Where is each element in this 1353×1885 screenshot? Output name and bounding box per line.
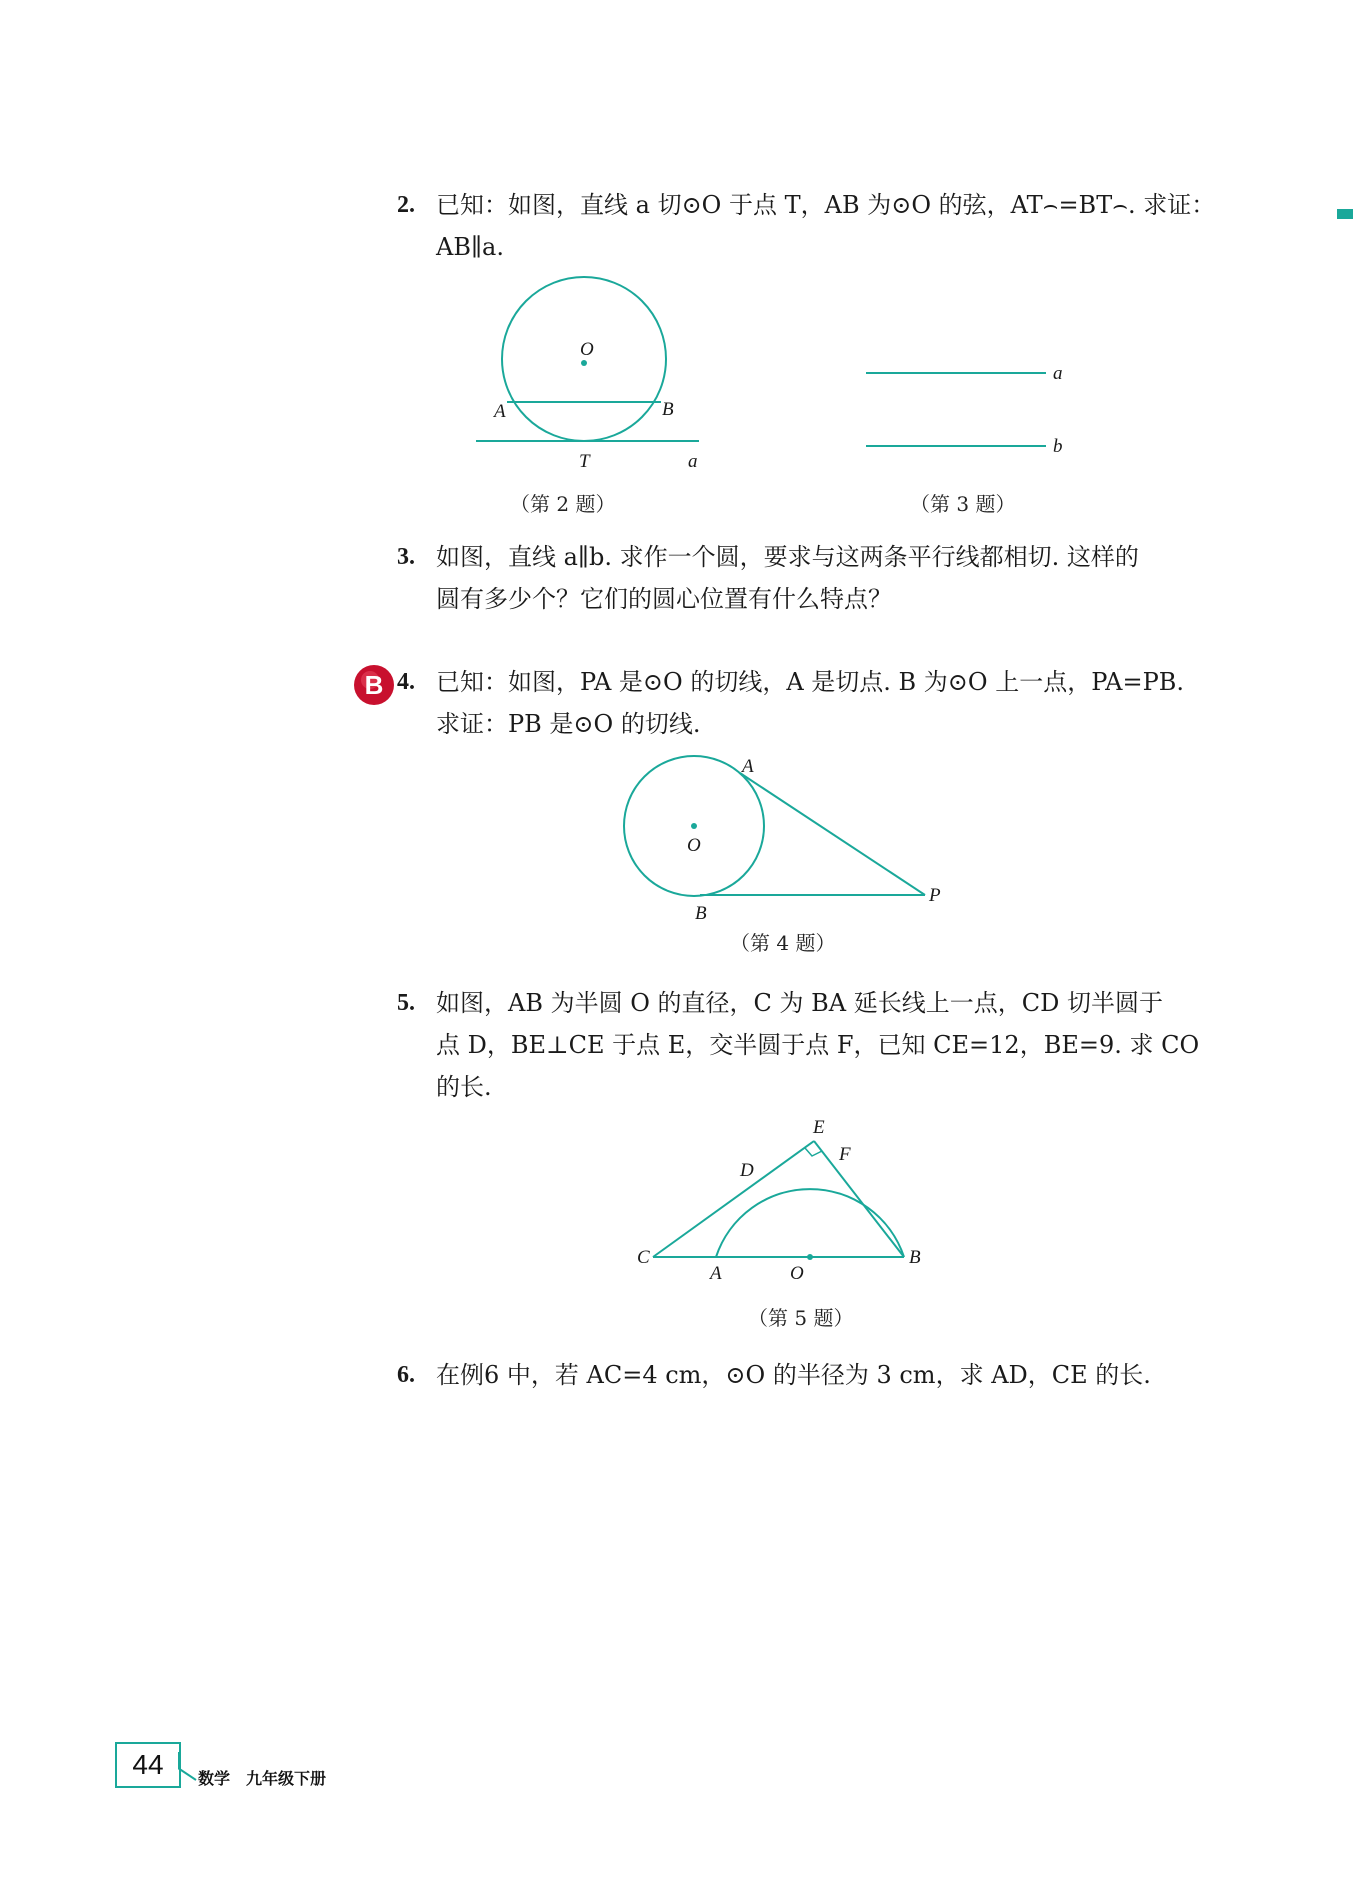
label-b: B <box>695 903 707 924</box>
label-b: B <box>662 399 674 420</box>
label-a: A <box>494 401 506 422</box>
question-text-line: 如图，AB 为半圆 O 的直径，C 为 BA 延长线上一点，CD 切半圆于 <box>436 989 1163 1017</box>
question-6 <box>397 1354 1190 1396</box>
figure-caption: （第 5 题） <box>748 1306 854 1330</box>
question-text-line: 已知：如图，直线 a 切⊙O 于点 T，AB 为⊙O 的弦，AT⌢=BT⌢. 求证： <box>436 191 1216 219</box>
label-o: O <box>790 1263 804 1284</box>
label-f: F <box>839 1144 851 1165</box>
page-number: 44 <box>115 1742 181 1788</box>
question-number: 6. <box>397 1362 415 1388</box>
line-eb <box>814 1141 904 1257</box>
label-b: B <box>909 1247 921 1268</box>
book-title: 数学 九年级下册 <box>198 1769 327 1788</box>
semicircle-o <box>716 1189 904 1257</box>
question-text-line: 的长. <box>436 1073 492 1101</box>
label-e: E <box>813 1117 825 1138</box>
label-a: A <box>742 756 754 777</box>
center-point <box>807 1254 813 1260</box>
figure-caption: （第 3 题） <box>910 492 1016 516</box>
label-o: O <box>687 835 701 856</box>
label-p: P <box>929 885 941 906</box>
center-point <box>691 823 697 829</box>
chapter-edge-tab <box>1337 209 1353 219</box>
question-text-line: 如图，直线 a∥b. 求作一个圆，要求与这两条平行线都相切. 这样的 <box>436 543 1139 571</box>
figure-q2 <box>470 275 710 475</box>
label-line-a: a <box>688 451 698 472</box>
question-4 <box>397 661 1190 745</box>
figure-caption: （第 2 题） <box>510 492 616 516</box>
question-number: 5. <box>397 990 415 1016</box>
question-number: 3. <box>397 544 415 570</box>
figure-q5 <box>630 1110 950 1290</box>
label-c: C <box>637 1247 650 1268</box>
label-a: A <box>710 1263 722 1284</box>
question-3 <box>397 536 1190 620</box>
question-text-line: 在例6 中，若 AC=4 cm，⊙O 的半径为 3 cm，求 AD，CE 的长. <box>436 1361 1151 1389</box>
line-ce <box>653 1141 814 1257</box>
label-d: D <box>740 1160 754 1181</box>
label-t: T <box>579 451 590 472</box>
figure-caption: （第 4 题） <box>730 931 836 955</box>
label-line-a: a <box>1053 363 1063 384</box>
question-text-line: 已知：如图，PA 是⊙O 的切线，A 是切点. B 为⊙O 上一点，PA=PB. <box>436 668 1185 696</box>
svg-text:B: B <box>364 670 384 700</box>
label-line-b: b <box>1053 436 1063 457</box>
question-text-line: 求证：PB 是⊙O 的切线. <box>436 710 701 738</box>
level-b-badge-icon <box>352 663 396 707</box>
figure-q4 <box>615 750 955 925</box>
question-number: 4. <box>397 669 415 695</box>
figure-q3 <box>860 355 1080 465</box>
page-tab-arrow-icon <box>178 1750 200 1786</box>
tangent-pa <box>740 773 925 895</box>
question-text-line: 圆有多少个？它们的圆心位置有什么特点？ <box>436 585 892 613</box>
question-2 <box>397 184 1216 268</box>
question-5 <box>397 982 1200 1108</box>
question-text-line: AB∥a. <box>436 233 504 261</box>
question-number: 2. <box>397 192 415 218</box>
question-text-line: 点 D，BE⊥CE 于点 E，交半圆于点 F，已知 CE=12，BE=9. 求 CO <box>436 1031 1200 1059</box>
center-point <box>581 360 587 366</box>
label-o: O <box>580 339 594 360</box>
